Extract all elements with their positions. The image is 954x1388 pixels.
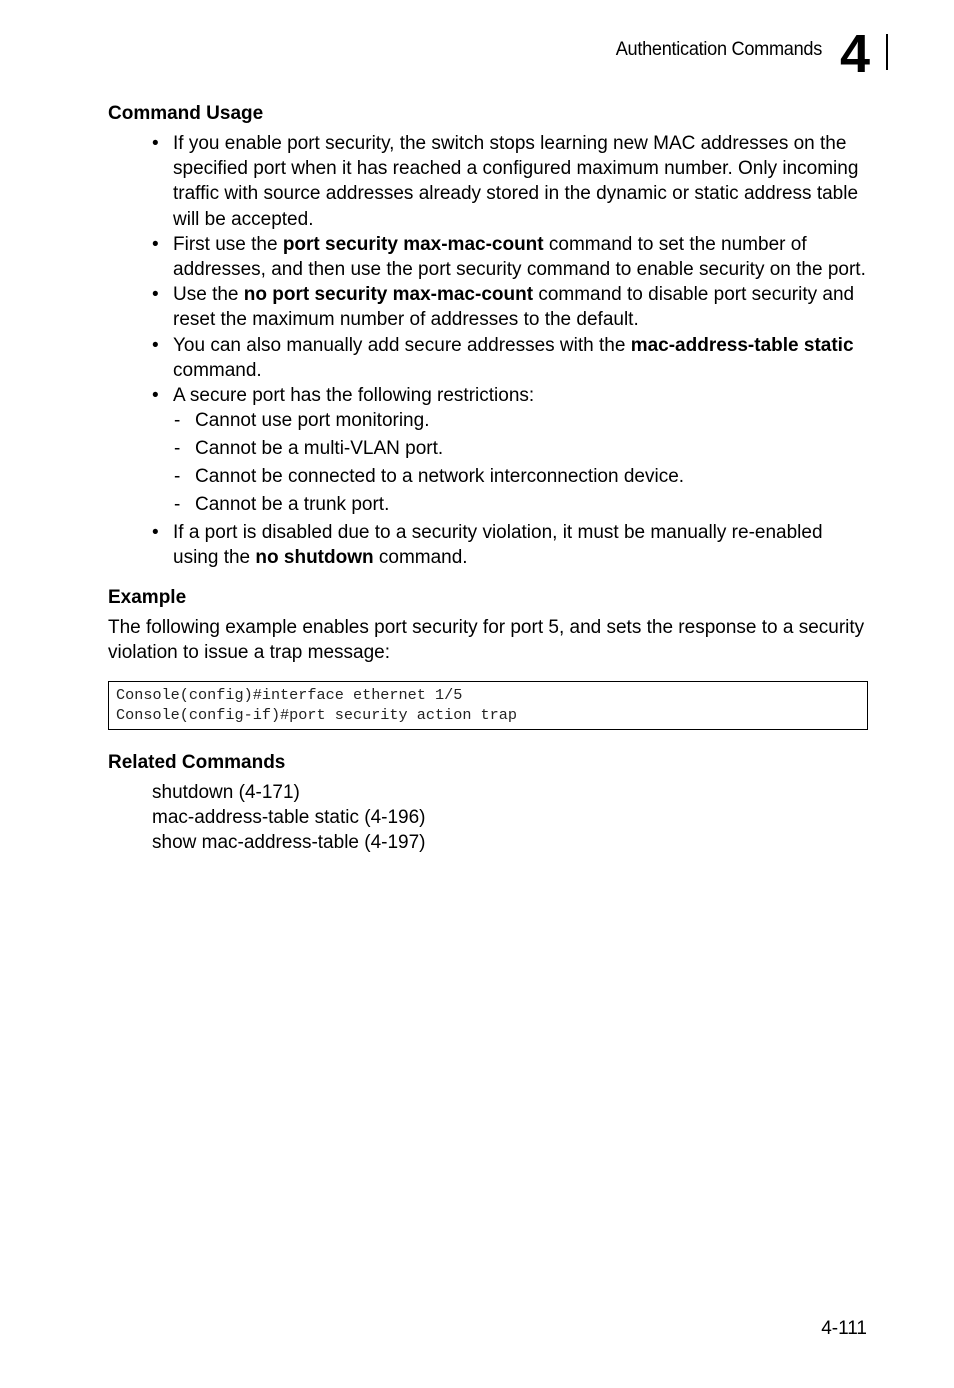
usage-bullet-1: • If you enable port security, the switch stops learning new MAC addresses on the specified port when it has reached a configured maximum number. Only incoming traffic with source addresses already stored in the dynamic or static address table will be accepted. [173,131,868,232]
page-number: 4-111 [821,1318,867,1339]
restriction-item: - Cannot use port monitoring. [195,408,868,433]
command-name: no port security max-mac-count [243,284,534,306]
page-content [108,101,868,856]
command-name: mac-address-table static [630,334,854,356]
chapter-divider [886,34,888,70]
code-line: Console(config)#interface ethernet 1/5 [116,686,463,705]
usage-bullet-6: • If a port is disabled due to a security violation, it must be manually re-enabled using the no shutdown command. [173,520,868,570]
restriction-item: - Cannot be connected to a network interconnection device. [195,464,868,489]
usage-bullet-2: • First use the port security max-mac-count command to set the number of addresses, and then use the port security command to enable security on the port. [173,232,868,282]
section-title: Authentication Commands [615,38,822,60]
related-command-link[interactable]: show mac-address-table (4-197) [152,832,426,854]
usage-bullet-3: • Use the no port security max-mac-count command to disable port security and reset the maximum number of addresses to the default. [173,282,868,332]
code-line: Console(config-if)#port security action trap [116,706,518,725]
code-example [108,681,868,730]
example-heading: Example [108,586,187,608]
usage-bullet-5: • A secure port has the following restrictions: - Cannot use port monitoring. - Cannot be a multi-VLAN port. - Cannot be connected to a network interconnection device. - Cannot be a trunk port. [173,383,868,517]
usage-bullet-4: • You can also manually add secure addresses with the mac-address-table static command. [173,333,868,383]
command-name: port security max-mac-count [282,233,544,255]
command-usage-list [108,131,868,571]
command-usage-heading: Command Usage [108,103,264,124]
chapter-number: 4 [840,24,871,84]
restriction-item: - Cannot be a trunk port. [195,492,868,517]
related-command-link[interactable]: mac-address-table static (4-196) [152,807,426,829]
related-command-link[interactable]: shutdown (4-171) [152,782,300,804]
related-commands-list [152,780,868,856]
command-name: no shutdown [255,547,374,569]
example-description: The following example enables port security for port 5, and sets the response to a security violation to issue a trap message: [108,616,865,663]
related-commands-heading: Related Commands [108,752,286,774]
restriction-item: - Cannot be a multi-VLAN port. [195,436,868,461]
restrictions-list [173,408,868,517]
